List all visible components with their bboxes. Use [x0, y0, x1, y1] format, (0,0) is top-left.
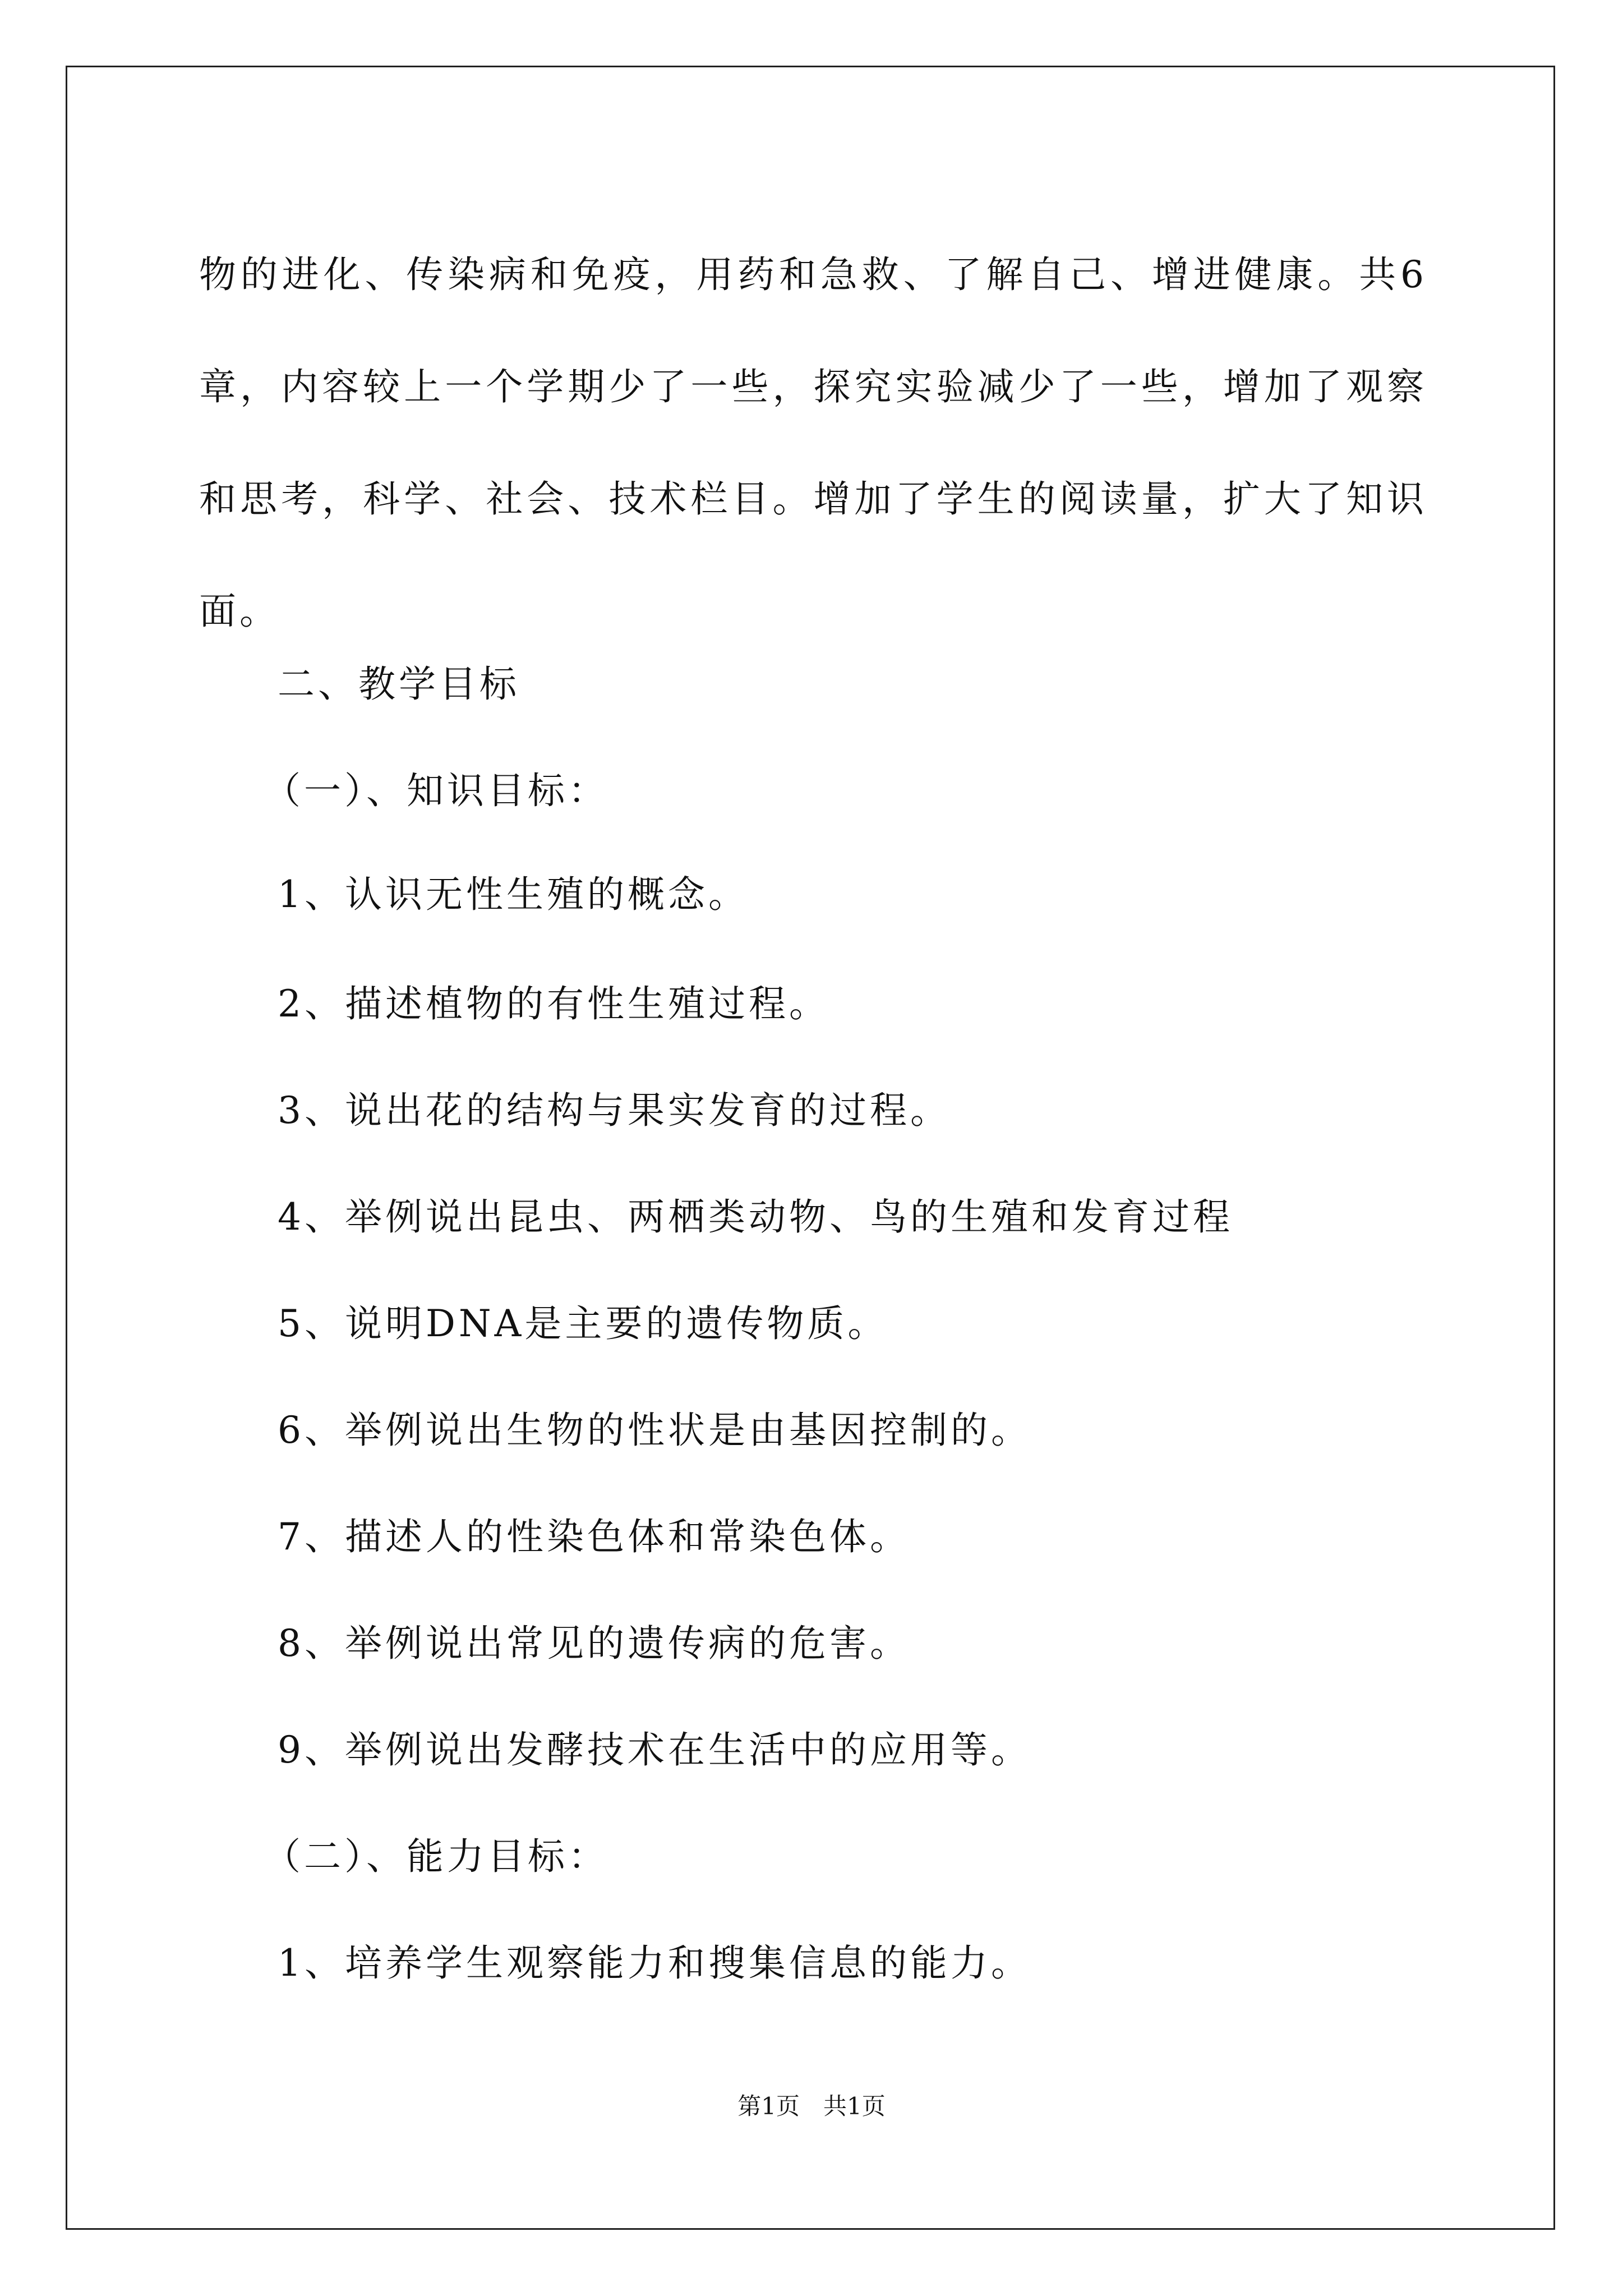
- subsection-knowledge-heading: （一）、知识目标：: [264, 769, 608, 812]
- section-heading: 二、教学目标: [278, 662, 520, 706]
- knowledge-item: 5、说明DNA是主要的遗传物质。: [278, 1302, 888, 1345]
- knowledge-item: 8、举例说出常见的遗传病的危害。: [278, 1622, 910, 1665]
- intro-paragraph: 物的进化、传染病和免疫，用药和急救、了解自己、增进健康。共6章，内容较上一个学期少了一些，探究实验减少了一些，增加了观察和思考，科学、社会、技术栏目。增加了学生的阅读量，扩大了知识面。: [199, 253, 1427, 633]
- knowledge-item: 9、举例说出发酵技术在生活中的应用等。: [278, 1728, 1031, 1772]
- knowledge-item: 4、举例说出昆虫、两栖类动物、鸟的生殖和发育过程: [278, 1195, 1233, 1239]
- knowledge-item: 6、举例说出生物的性状是由基因控制的。: [278, 1409, 1031, 1452]
- knowledge-item: 1、认识无性生殖的概念。: [278, 873, 749, 916]
- knowledge-item: 2、描述植物的有性生殖过程。: [278, 982, 829, 1025]
- knowledge-item: 7、描述人的性染色体和常染色体。: [278, 1515, 910, 1558]
- knowledge-item: 3、说出花的结构与果实发育的过程。: [278, 1089, 951, 1132]
- ability-item: 1、培养学生观察能力和搜集信息的能力。: [278, 1941, 1031, 1985]
- page-footer: 第1页 共1页: [737, 2092, 886, 2120]
- subsection-ability-heading: （二）、能力目标：: [264, 1835, 608, 1878]
